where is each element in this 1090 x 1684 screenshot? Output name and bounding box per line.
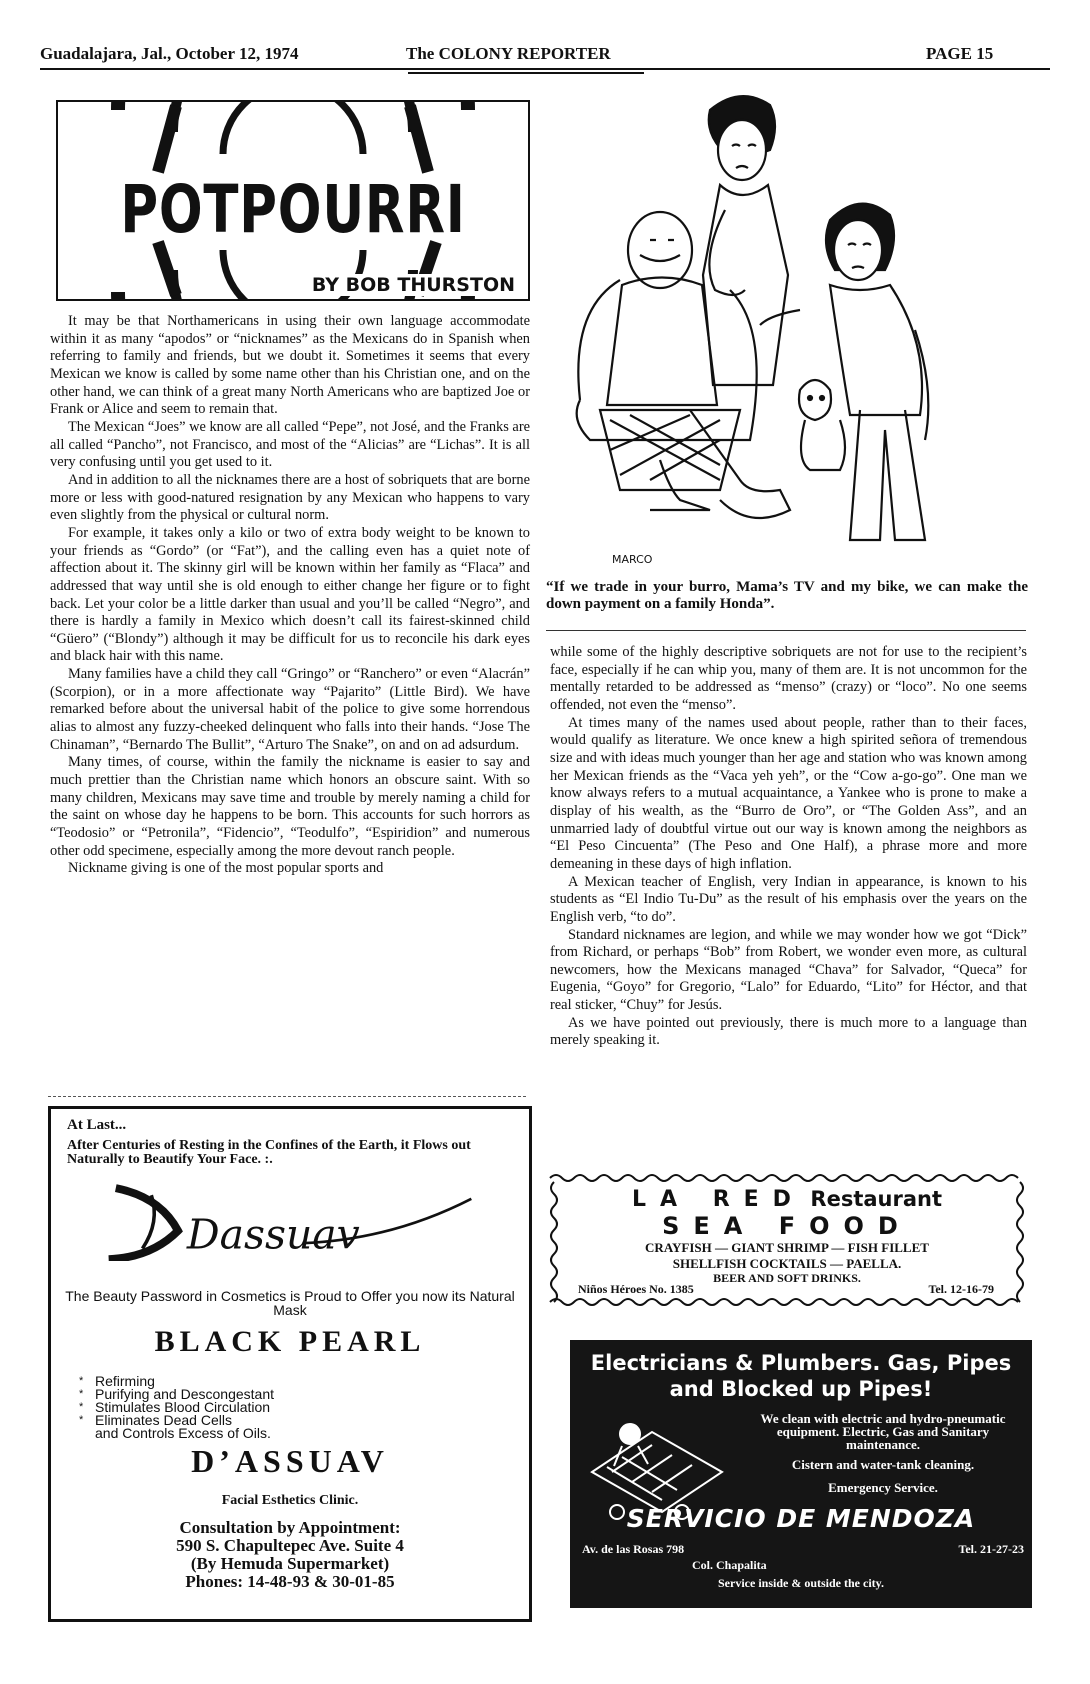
cartoon-caption: “If we trade in your burro, Mama’s TV and my bike, we can make the down payment on a family Honda”. [546, 579, 1028, 612]
elec-address: Av. de las Rosas 798 [582, 1542, 685, 1556]
paragraph: It may be that Northamericans in using their own language accommodate within it as many “apodos” or “nicknames” as the Mexicans do in Spanish when referring to family and friends, but we doubt it. Sometimes it seems that every Mexican we know is called by some name other than his Christian one, and on the other hand, we can think of a great many North Americans who are baptized Joe or Frank or Alice and seem to remain that. [50, 313, 530, 418]
bullet-icon: * [79, 1414, 84, 1426]
paragraph: For example, it takes only a kilo or two of extra body weight to be known to your friends as “Gordo” (or “Fat”), and the calling even has a quiet note of affection about it. The skinny girl will be known within her family as “Flaca” and addressed that way until she is old enough to either change her figure or to fight back. Let your color be a little darker than usual and you’ll be called “Negro”, and there is hardly a family in Mexico which doesn’t call its fairest-skinned child “Güero” (“Blondy”) although it may be difficult for us to reconcile his dark eyes and black hair with this name. [50, 524, 530, 665]
ad-separator [48, 1096, 526, 1097]
bullet-icon: * [79, 1388, 84, 1400]
article-column-right [550, 644, 1027, 1050]
ad-password-line: The Beauty Password in Cosmetics is Proud to Offer you now its Natural Mask [65, 1288, 515, 1318]
elec-emergency: Emergency Service. [828, 1480, 938, 1495]
elec-headline-1: Electricians & Plumbers. Gas, Pipes [590, 1351, 1012, 1375]
benefit-item: * Eliminates Dead Cells [79, 1412, 232, 1428]
cartoon-signature: MARCO [612, 553, 653, 566]
paragraph: And in addition to all the nicknames there are a host of sobriquets that are borne more or less with good-natured resignation by any Mexican who happens to vary even slightly from the physical or cultural norm. [50, 471, 530, 524]
bullet-icon: * [79, 1375, 84, 1387]
elec-tel: Tel. 21-27-23 [958, 1542, 1024, 1556]
caption-rule [546, 630, 1026, 631]
la-red-seafood: SEA FOOD [662, 1212, 912, 1240]
benefit-item: * Refirming [79, 1373, 155, 1389]
ad-la-red [546, 1168, 1028, 1310]
dassuav-script-logo [51, 1181, 529, 1261]
brand-script: Dassuav [186, 1210, 360, 1259]
ad-dassuav [48, 1106, 532, 1622]
la-red-menu-2: SHELLFISH COCKTAILS — PAELLA. [672, 1256, 902, 1271]
ad-at-last: At Last... [67, 1117, 127, 1133]
benefit-item: * Stimulates Blood Circulation [79, 1399, 271, 1415]
ad-electricians [570, 1340, 1032, 1608]
logo-byline: BY BOB THURSTON [309, 274, 518, 296]
benefit-item: * Purifying and Descongestant [79, 1386, 274, 1402]
bullet-icon: * [79, 1401, 84, 1413]
paragraph: Nickname giving is one of the most popular sports and [68, 860, 384, 877]
paragraph: The Mexican “Joes” we know are all called “Pepe”, not José, and the Franks are all called “Pancho”, not Francisco, and most of the “Alicias” are “Lichas”. It is all very confusing until you get used to it. [50, 418, 530, 471]
page-number: PAGE 15 [926, 44, 994, 63]
paragraph: A Mexican teacher of English, very Indian in appearance, is known to his students as “El Indio Tu-Du” as the result of his emphasis over the years on the English verb, “to do”. [550, 873, 1027, 925]
elec-clean: We clean with electric and hydro-pneumatic equipment. Electric, Gas and Sanitary maintenance. [760, 1411, 1006, 1452]
ad-benefits-list [79, 1375, 479, 1440]
potpourri-logo [56, 100, 530, 301]
elec-cistern: Cistern and water-tank cleaning. [791, 1457, 975, 1472]
la-red-title [546, 1186, 1028, 1212]
header-rule [40, 68, 1050, 70]
paragraph: Standard nicknames are legion, and while we may wonder how we got “Dick” from Richard, or perhaps “Bob” from Robert, we wonder even more, as cultural newcomers, how the Mexicans managed “Chava” for Salvador, “Queca” for Eugenia, “Goyo” for Gregorio, “Lalo” for Eduardo, “Lito” for Héctor, and that real sticker, “Chuy” for Jesús. [550, 926, 1027, 1014]
elec-colonia: Col. Chapalita [692, 1558, 767, 1572]
consult-line: Consultation by Appointment: [179, 1518, 401, 1537]
consult-address: 590 S. Chapultepec Ave. Suite 4 [176, 1536, 404, 1555]
newspaper-name: The COLONY REPORTER [406, 44, 611, 63]
la-red-address: Niños Héroes No. 1385 [578, 1282, 694, 1296]
consult-landmark: (By Hemuda Supermarket) [190, 1554, 390, 1573]
la-red-name: LA RED [631, 1187, 805, 1212]
ad-centuries: After Centuries of Resting in the Confines of the Earth, it Flows out Naturally to Beautify Your Face. :. [67, 1138, 471, 1167]
logo-title: POTPOURRI [120, 171, 466, 248]
cartoon-illustration [560, 80, 1040, 570]
paragraph: Many times, of course, within the family the nickname is easier to say and much prettier than the Christian name which honors an obscure saint. With so many children, Mexicans may save time and trouble by merely naming a child for the saint on whose day he happens to be born. This accounts for such horrors as “Teodosio” or “Petronila”, “Fidencio”, “Teodulfo”, “Espiridion” and numerous other odd specimene, especially among the more devout ranch people. [50, 754, 530, 859]
dateline: Guadalajara, Jal., October 12, 1974 [40, 44, 299, 63]
la-red-restaurant: Restaurant [810, 1187, 943, 1211]
ad-black-pearl: BLACK PEARL [154, 1325, 426, 1358]
paragraph: while some of the highly descriptive sobriquets are not for use to the recipient’s face, especially if he can whip you, many of them are. It is not uncommon for the mentally retarded to be addressed as “menso” (crazy) or “loco”. No one seems offended, not even the “menso”. [550, 644, 1027, 713]
consult-phones: Phones: 14-48-93 & 30-01-85 [185, 1572, 395, 1591]
la-red-tel: Tel. 12-16-79 [928, 1282, 994, 1296]
elec-headline-2: and Blocked up Pipes! [669, 1377, 933, 1401]
header-rule-center [408, 72, 644, 74]
la-red-menu-3: BEER AND SOFT DRINKS. [713, 1271, 861, 1285]
paragraph: At times many of the names used about people, rather than to their faces, would qualify as literature. We once knew a high spirited señora of tremendous size and with ideas much younger than her age and station who was known among her Mexican friends as the “Vaca yeh yeh”, or the “Cow a-go-go”. One man we know always refers to a mutual acquaintance, a Yankee who is prone to make a display of his wealth, as the “Burro de Oro”, or “The Golden Ass”, and an unmarried lady of doubtful virtue out our way is known among the neighbors as “El Peso Cincuenta” (The Peso and One Half), a phrase more and more demeaning in these days of high inflation. [550, 714, 1027, 872]
ad-dassuav-name: D’ASSUAV [191, 1443, 389, 1479]
ad-consultation [51, 1519, 529, 1591]
benefit-item: and Controls Excess of Oils. [95, 1425, 271, 1441]
paragraph: Many families have a child they call “Gringo” or “Ranchero” or even “Alacrán” (Scorpion), or in a more affectionate way “Pajarito” (Little Bird). We have remarked before about the universal habit of the police to give some horrendous alias to almost any fuzzy-cheeked delinquent who falls into their hands. “Jose The Chinaman”, “Bernardo The Bullit”, “Arturo The Snake”, on and on ad adsurdum. [50, 666, 530, 753]
article-column-left [50, 313, 530, 878]
elec-service-area: Service inside & outside the city. [718, 1576, 884, 1590]
paragraph: As we have pointed out previously, there is much more to a language than merely speaking it. [550, 1014, 1027, 1049]
elec-servicio: SERVICIO DE MENDOZA [626, 1504, 976, 1533]
la-red-menu-1: CRAYFISH — GIANT SHRIMP — FISH FILLET [645, 1240, 929, 1255]
ad-facial-clinic: Facial Esthetics Clinic. [221, 1493, 359, 1508]
